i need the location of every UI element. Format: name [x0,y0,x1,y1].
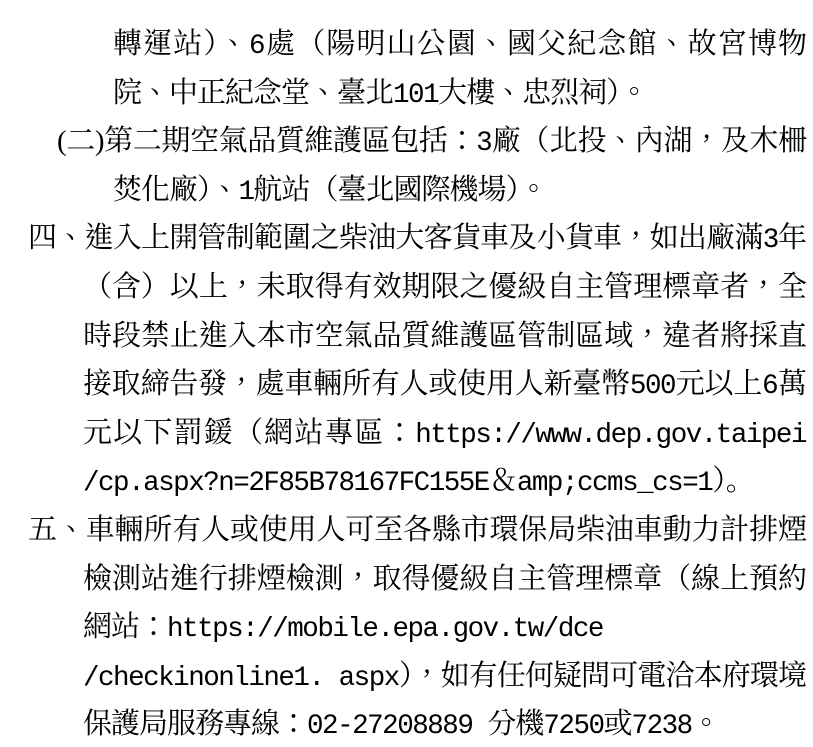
text-line [83,700,813,747]
text-line [113,69,813,118]
latin-text-run: 3 [476,128,492,160]
cjk-text-run: 時段禁止進入本市空氣品質維護區管制區域，違者將採直 [83,319,806,352]
cjk-text-run: （含）以上，未取得有效期限之優級自主管理標章者，全 [83,270,806,303]
cjk-text-run: 保護局服務專線： [83,708,308,741]
cjk-text-run: 元以下罰鍰（網站專區： [83,416,416,449]
cjk-text-run: 廠（北投、內湖，及木柵 [491,125,806,158]
latin-text-run: /cp.aspx?n=2F85B78167FC155E [83,468,489,500]
cjk-text-run: 元以上 [675,368,763,401]
text-line [83,652,806,701]
cjk-text-run: 航站（臺北國際機場）。 [253,173,548,206]
cjk-text-run: 接取締告發，處車輛所有人或使用人新臺幣 [83,368,630,401]
text-line [113,20,806,69]
text-line [83,312,806,361]
text-line [83,457,813,506]
cjk-text-run: 萬 [777,368,806,401]
text-line [83,555,806,604]
cjk-text-run: 處（陽明山公園、國父紀念館、故宮博物 [264,28,806,60]
latin-text-run: /checkinonline1. aspx [83,662,399,694]
latin-text-run: 500 [629,371,676,403]
text-line [28,214,806,263]
cjk-text-run: 年 [777,222,806,255]
text-line [83,263,806,312]
cjk-text-run: 焚化廠）、 [113,173,239,206]
cjk-text-run: 轉運站）、 [113,28,250,60]
cjk-text-run: 大樓、忠烈祠）。 [438,76,648,109]
text-line [113,166,813,215]
latin-text-run: 7250 [543,711,604,743]
cjk-text-run: 分機 [487,708,544,741]
cjk-text-run: ）。 [712,465,754,498]
cjk-text-run: 四、進入上開管制範圍之柴油大客貨車及小貨車，如出廠滿 [28,222,763,255]
latin-text-run: 6 [249,31,265,62]
latin-text-run: amp;ccms_cs=1 [516,468,713,500]
cjk-text-run: ），如有任何疑問可電洽本府環境 [398,659,806,692]
latin-text-run: 6 [762,371,778,403]
cjk-text-run: 網站： [83,611,168,644]
latin-text-run: 1 [238,176,254,208]
cjk-text-run: 檢測站進行排煙檢測，取得優級自主管理標章（線上預約 [83,562,806,595]
latin-text-run: 3 [762,225,778,257]
latin-text-run: https://www.dep.gov.taipei [415,419,806,451]
cjk-text-run: 或 [603,708,632,741]
latin-text-run: https://mobile.epa.gov.tw/dce [167,614,603,646]
latin-text-run: 02-27208889 [307,711,488,743]
latin-text-run: 101 [393,79,439,111]
text-line [83,603,813,652]
cjk-text-run: 五、車輛所有人或使用人可至各縣市環保局柴油車動力計排煙 [28,513,806,546]
text-line [83,360,806,409]
cjk-text-run: 。 [691,708,720,741]
text-line [57,117,806,166]
text-line [83,409,806,458]
cjk-text-run: (二)第二期空氣品質維護區包括： [57,125,477,158]
cjk-text-run: 院、中正紀念堂、臺北 [113,76,394,109]
cjk-text-run: ＆ [488,465,517,498]
latin-text-run: 7238 [631,711,692,743]
text-line [28,506,806,555]
